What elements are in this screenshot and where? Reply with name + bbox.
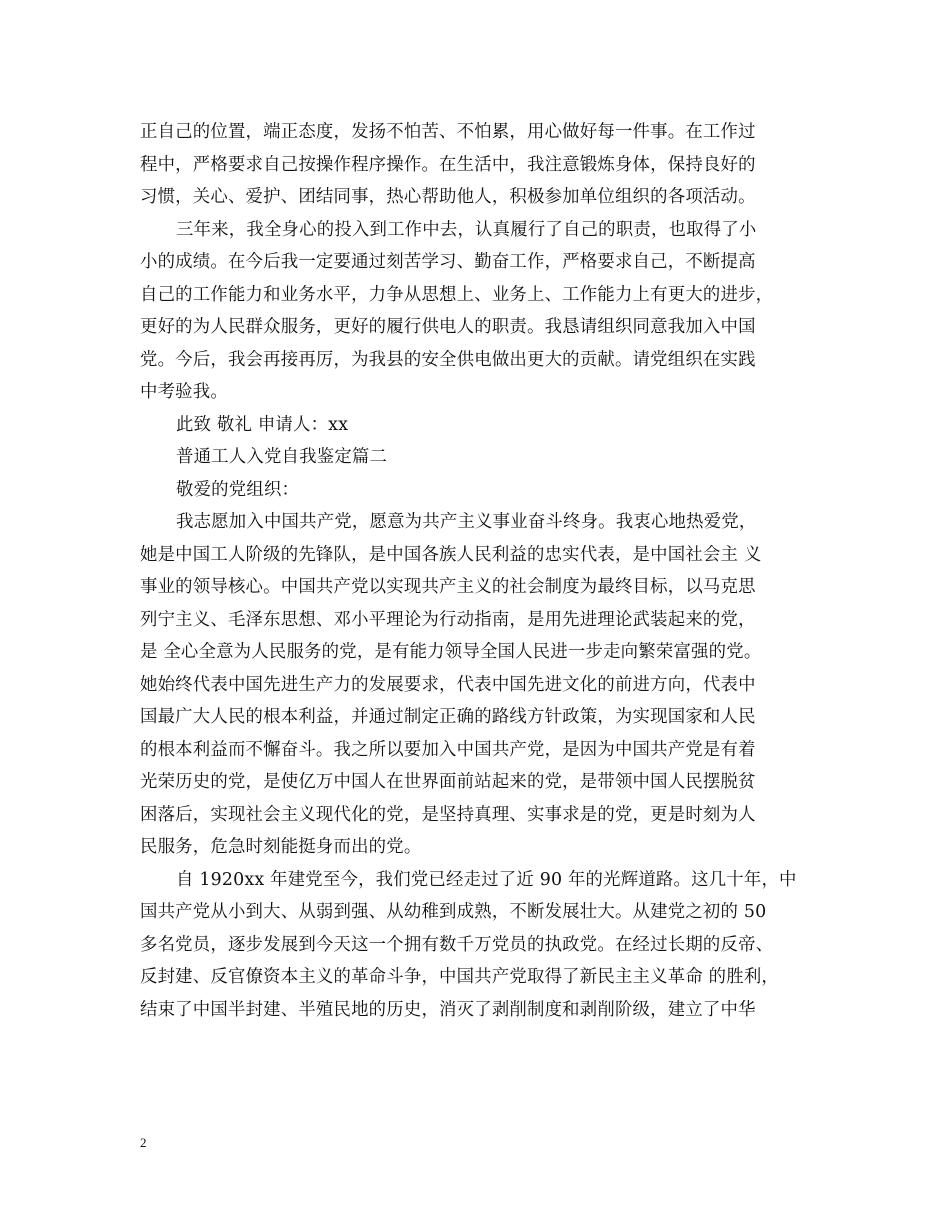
text-line: 民服务，危急时刻能挺身而出的党。 (140, 837, 422, 857)
text-line: 正自己的位置，端正态度，发扬不怕苦、不怕累，用心做好每一件事。在工作过 (140, 122, 756, 142)
text-line: 我志愿加入中国共产党，愿意为共产主义事业奋斗终身。我衷心地热爱党， (176, 512, 757, 532)
text-line: 普通工人入党自我鉴定篇二 (176, 447, 388, 467)
text-line: 党。今后，我会再接再厉，为我县的安全供电做出更大的贡献。请党组织在实践 (140, 349, 756, 370)
text-line: 程中，严格要求自己按操作程序操作。在生活中，我注意锻炼身体，保持良好的 (140, 154, 756, 175)
text-line: 是 全心全意为人民服务的党，是有能力领导全国人民进一步走向繁荣富强的党。 (140, 642, 762, 662)
text-line: 三年来，我全身心的投入到工作中去，认真履行了自己的职责，也取得了小 (176, 219, 757, 240)
text-line: 困落后，实现社会主义现代化的党，是坚持真理、实事求是的党，更是时刻为人 (140, 804, 756, 825)
text-line: 国最广大人民的根本利益，并通过制定正确的路线方针政策，为实现国家和人民 (140, 707, 756, 727)
document-body (140, 116, 820, 1026)
text-line: 的根本利益而不懈奋斗。我之所以要加入中国共产党，是因为中国共产党是有着 (140, 739, 756, 760)
text-line: 她始终代表中国先进生产力的发展要求，代表中国先进文化的前进方向，代表中 (140, 674, 756, 695)
text-line: 敬爱的党组织： (176, 479, 300, 500)
text-line: 她是中国工人阶级的先锋队，是中国各族人民利益的忠实代表，是中国社会主 义 (140, 544, 762, 565)
page-number: 2 (140, 1135, 147, 1150)
text-line: 自己的工作能力和业务水平，力争从思想上、业务上、工作能力上有更大的进步， (140, 284, 774, 305)
text-line: 反封建、反官僚资本主义的革命斗争，中国共产党取得了新民主主义革命 的胜利， (140, 967, 779, 987)
text-line: 更好的为人民群众服务，更好的履行供电人的职责。我恳请组织同意我加入中国 (140, 317, 756, 337)
text-line: 事业的领导核心。中国共产党以实现共产主义的社会制度为最终目标，以马克思 (140, 577, 756, 597)
text-line: 光荣历史的党，是使亿万中国人在世界面前站起来的党，是带领中国人民摆脱贫 (140, 772, 756, 792)
text-line: 国共产党从小到大、从弱到强、从幼稚到成熟，不断发展壮大。从建党之初的 50 (140, 902, 767, 922)
text-line: 结束了中国半封建、半殖民地的历史，消灭了剥削制度和剥削阶级，建立了中华 (140, 999, 756, 1020)
text-line: 小的成绩。在今后我一定要通过刻苦学习、勤奋工作，严格要求自己，不断提高 (140, 252, 756, 272)
text-line: 自 1920xx 年建党至今，我们党已经走过了近 90 年的光辉道路。这几十年，中 (176, 869, 797, 890)
text-line: 中考验我。 (140, 382, 228, 402)
text-line: 习惯，关心、爱护、团结同事，热心帮助他人，积极参加单位组织的各项活动。 (140, 187, 756, 207)
text-line: 此致 敬礼 申请人：xx (176, 414, 349, 435)
text-line: 列宁主义、毛泽东思想、邓小平理论为行动指南，是用先进理论武装起来的党， (140, 609, 756, 630)
text-line: 多名党员，逐步发展到今天这一个拥有数千万党员的执政党。在经过长期的反帝、 (140, 934, 774, 955)
